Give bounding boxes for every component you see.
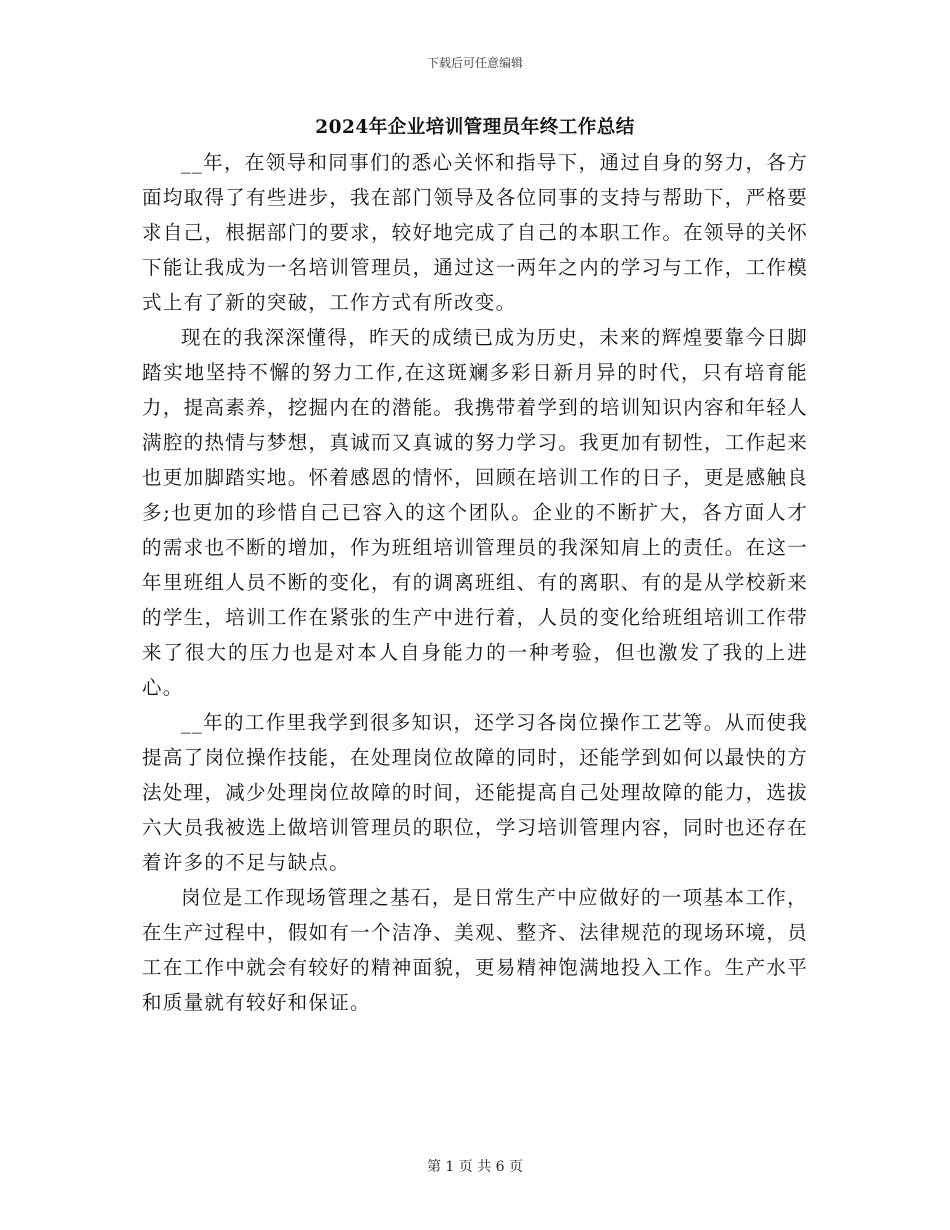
paragraph-4: 岗位是工作现场管理之基石，是日常生产中应做好的一项基本工作，在生产过程中，假如有一个洁净、美观、整齐、法律规范的现场环境，员工在工作中就会有较好的精神面貌，更易精神饱满地投入工作。生产水平和质量就有较好和保证。 [142, 886, 808, 1014]
document-body [142, 145, 808, 1020]
header-note: 下载后可任意编辑 [426, 56, 523, 70]
document-title: 2024年企业培训管理员年终工作总结 [315, 117, 635, 138]
paragraph-1: __年，在领导和同事们的悉心关怀和指导下，通过自身的努力，各方面均取得了有些进步，我在部门领导及各位同事的支持与帮助下，严格要求自己，根据部门的要求，较好地完成了自己的本职工作。在领导的关怀下能让我成为一名培训管理员，通过这一两年之内的学习与工作，工作模式上有了新的突破，工作方式有所改变。 [142, 151, 808, 314]
page-number: 第 1 页 共 6 页 [426, 1159, 524, 1175]
paragraph-2: 现在的我深深懂得，昨天的成绩已成为历史，未来的辉煌要靠今日脚踏实地坚持不懈的努力工作,在这斑斓多彩日新月异的时代，只有培育能力，提高素养，挖掘内在的潜能。我携带着学到的培训知识内容和年轻人满腔的热情与梦想，真诚而又真诚的努力学习。我更加有韧性，工作起来也更加脚踏实地。怀着感恩的情怀，回顾在培训工作的日子，更是感触良多;也更加的珍惜自己已容入的这个团队。企业的不断扩大，各方面人才的需求也不断的增加，作为班组培训管理员的我深知肩上的责任。在这一年里班组人员不断的变化，有的调离班组、有的离职、有的是从学校新来的学生，培训工作在紧张的生产中进行着，人员的变化给班组培训工作带来了很大的压力也是对本人自身能力的一种考验，但也激发了我的上进心。 [142, 326, 808, 699]
paragraph-3: __年的工作里我学到很多知识，还学习各岗位操作工艺等。从而使我提高了岗位操作技能，在处理岗位故障的同时，还能学到如何以最快的方法处理，减少处理岗位故障的时间，还能提高自己处理故障的能力，选拔六大员我被选上做培训管理员的职位，学习培训管理内容，同时也还存在着许多的不足与缺点。 [142, 711, 808, 874]
